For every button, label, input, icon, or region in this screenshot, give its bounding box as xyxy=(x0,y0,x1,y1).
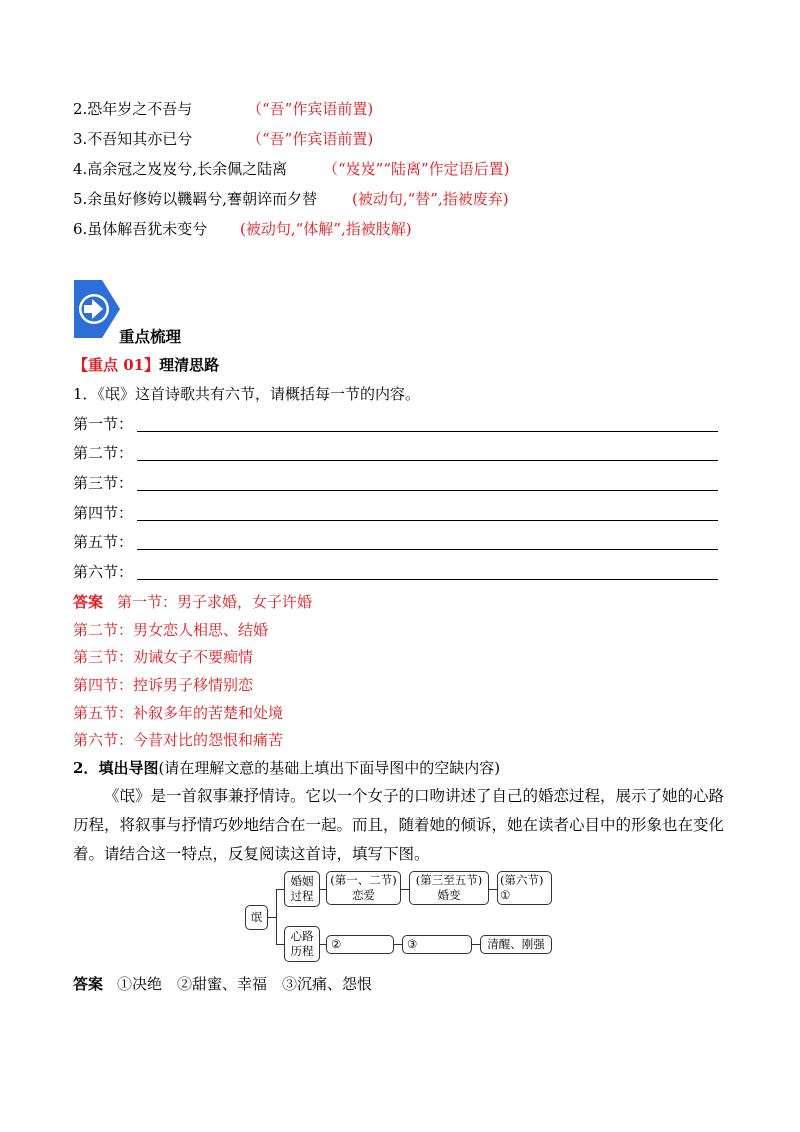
answer-label: 答案 xyxy=(73,593,104,611)
answer-line: 第五节：补叙多年的苦楚和处境 xyxy=(73,704,284,722)
key-point-heading: 【重点 01】理清思路 xyxy=(73,356,220,374)
answer-blank[interactable] xyxy=(137,520,718,521)
answer-label: 答案 xyxy=(73,975,104,993)
node-marriage-change: (第三至五节) 婚变 xyxy=(409,871,489,905)
answer-2: 答案 ①决绝 ②甜蜜、幸福 ③沉痛、怨恨 xyxy=(73,975,373,993)
node-blank-3[interactable]: ③ xyxy=(402,935,472,954)
blank-label: 第二节： xyxy=(73,444,134,462)
question-2-heading: 2．填出导图(请在理解文意的基础上填出下面导图中的空缺内容) xyxy=(73,759,501,777)
answer-line: 第三节：劝诫女子不要痴情 xyxy=(73,648,254,666)
answer-line: 答案 第一节：男子求婚，女子许婚 xyxy=(73,593,313,611)
node-sober-strong: 清醒、刚强 xyxy=(480,935,552,954)
question-2-paragraph: 《氓》是一首叙事兼抒情诗。它以一个女子的口吻讲述了自己的婚恋过程，展示了她的心路历程，将叙事与抒情巧妙地结合在一起。而且，随着她的倾诉，她在读者心目中的形象也在变化着。请结合这一特点，反复阅读这首诗，填写下图。 xyxy=(73,787,725,863)
root-node: 氓 xyxy=(245,905,268,930)
inversion-item: 6.虽体解吾犹未变兮 xyxy=(73,220,208,238)
answer-line: 第四节：控诉男子移情别恋 xyxy=(73,676,254,694)
inversion-note: （“岌岌”“陆离”作定语后置) xyxy=(323,160,510,178)
section-title: 重点梳理 xyxy=(119,327,182,346)
answer-blank[interactable] xyxy=(137,549,718,550)
blank-label: 第四节： xyxy=(73,504,134,522)
inversion-note: （“吾”作宾语前置) xyxy=(247,130,374,148)
blank-label: 第三节： xyxy=(73,474,134,492)
inversion-item: 3.不吾知其亦已兮 xyxy=(73,130,193,148)
node-blank-1[interactable]: (第六节) ① xyxy=(497,871,552,905)
node-blank-2[interactable]: ② xyxy=(326,935,394,954)
answer-line: 第二节：男女恋人相思、结婚 xyxy=(73,621,269,639)
answer-blank[interactable] xyxy=(137,431,718,432)
inversion-note: (被动句,“体解”,指被肢解) xyxy=(240,220,412,238)
inversion-note: （“吾”作宾语前置) xyxy=(247,100,374,118)
answer-line: 第六节：今昔对比的怨恨和痛苦 xyxy=(73,731,284,749)
inversion-note: (被动句,“替”,指被废弃) xyxy=(352,190,509,208)
answer-blank[interactable] xyxy=(137,579,718,580)
answer-blank[interactable] xyxy=(137,460,718,461)
inversion-item: 2.恐年岁之不吾与 xyxy=(73,100,193,118)
branch-label-marriage: 婚姻 过程 xyxy=(284,871,320,907)
inversion-item: 4.高余冠之岌岌兮,长余佩之陆离 xyxy=(73,160,288,178)
answer-blank[interactable] xyxy=(137,490,718,491)
arrow-right-icon xyxy=(72,278,122,340)
question-1-prompt: 1．《氓》这首诗歌共有六节，请概括每一节的内容。 xyxy=(73,385,421,403)
inversion-item: 5.余虽好修姱以鞿羁兮,謇朝谇而夕替 xyxy=(73,190,318,208)
blank-label: 第五节： xyxy=(73,533,134,551)
blank-label: 第六节： xyxy=(73,563,134,581)
blank-label: 第一节： xyxy=(73,415,134,433)
node-courtship: (第一、二节) 恋爱 xyxy=(326,871,401,905)
branch-label-mind: 心路 历程 xyxy=(284,926,320,962)
